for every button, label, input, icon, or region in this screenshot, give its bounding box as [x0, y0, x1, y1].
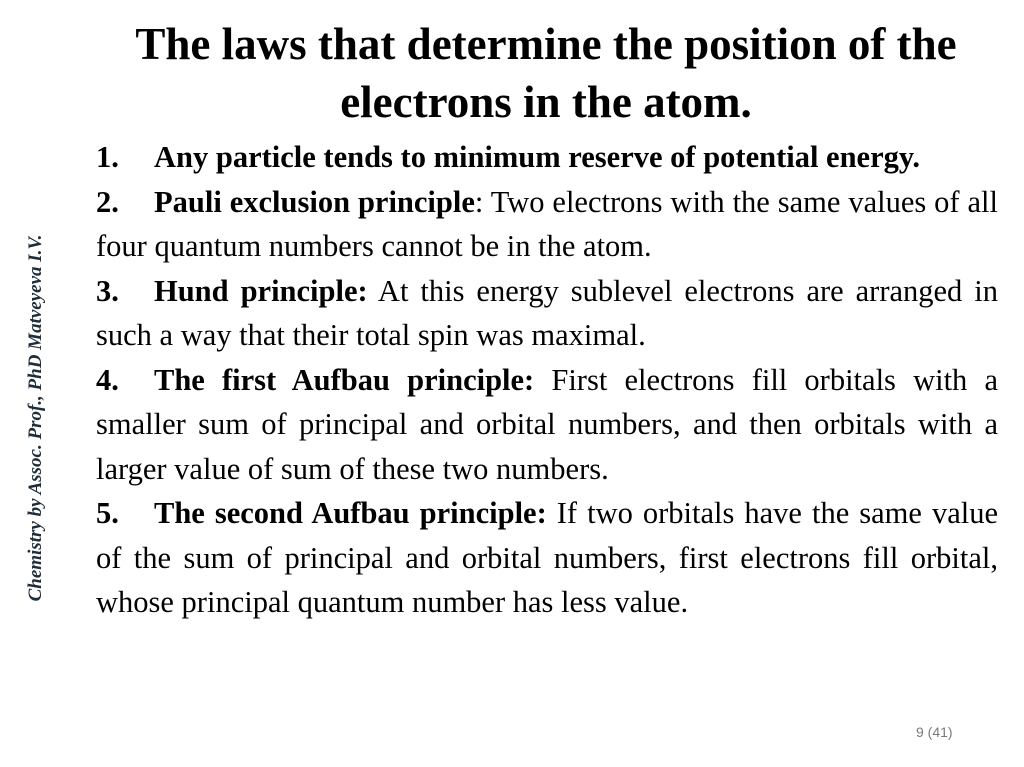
principle-text: At this energy sublevel electrons are arranged in such a way that their total spin was maximal. — [96, 273, 998, 352]
principle-item-5 — [96, 491, 998, 625]
principle-number: 4. — [96, 362, 119, 397]
principle-name: Pauli exclusion principle — [154, 184, 475, 219]
principle-number: 2. — [96, 184, 119, 219]
principle-item-4 — [96, 358, 998, 492]
principles-list — [96, 135, 998, 625]
principle-item-2 — [96, 180, 998, 269]
side-author-caption: Chemistry by Assoc. Prof., PhD Matveyeva I.V. — [25, 234, 46, 602]
principle-number: 1. — [96, 140, 119, 174]
principle-text: If two orbitals have the same value of the sum of principal and orbital numbers, first electrons fill orbital, whose principal quantum number has less value. — [96, 496, 998, 619]
principle-name: Any particle tends to minimum reserve of potential energy. — [154, 140, 921, 174]
page-counter: 9 (41) — [916, 724, 953, 740]
principle-text: First electrons fill orbitals with a smaller sum of principal and orbital numbers, and then orbitals with a larger value of sum of these two numbers. — [96, 362, 998, 486]
principle-name: The first Aufbau principle: — [154, 362, 535, 397]
slide-title: The laws that determine the position of the electrons in the atom. — [135, 19, 957, 127]
principle-item-1 — [96, 135, 998, 180]
principle-number: 3. — [96, 273, 119, 308]
principle-text: : Two electrons with the same values of all four quantum numbers cannot be in the atom. — [96, 184, 998, 263]
principle-name: Hund principle: — [154, 273, 368, 308]
principle-number: 5. — [96, 496, 119, 530]
principle-name: The second Aufbau principle: — [154, 496, 547, 530]
principle-item-3 — [96, 269, 998, 358]
